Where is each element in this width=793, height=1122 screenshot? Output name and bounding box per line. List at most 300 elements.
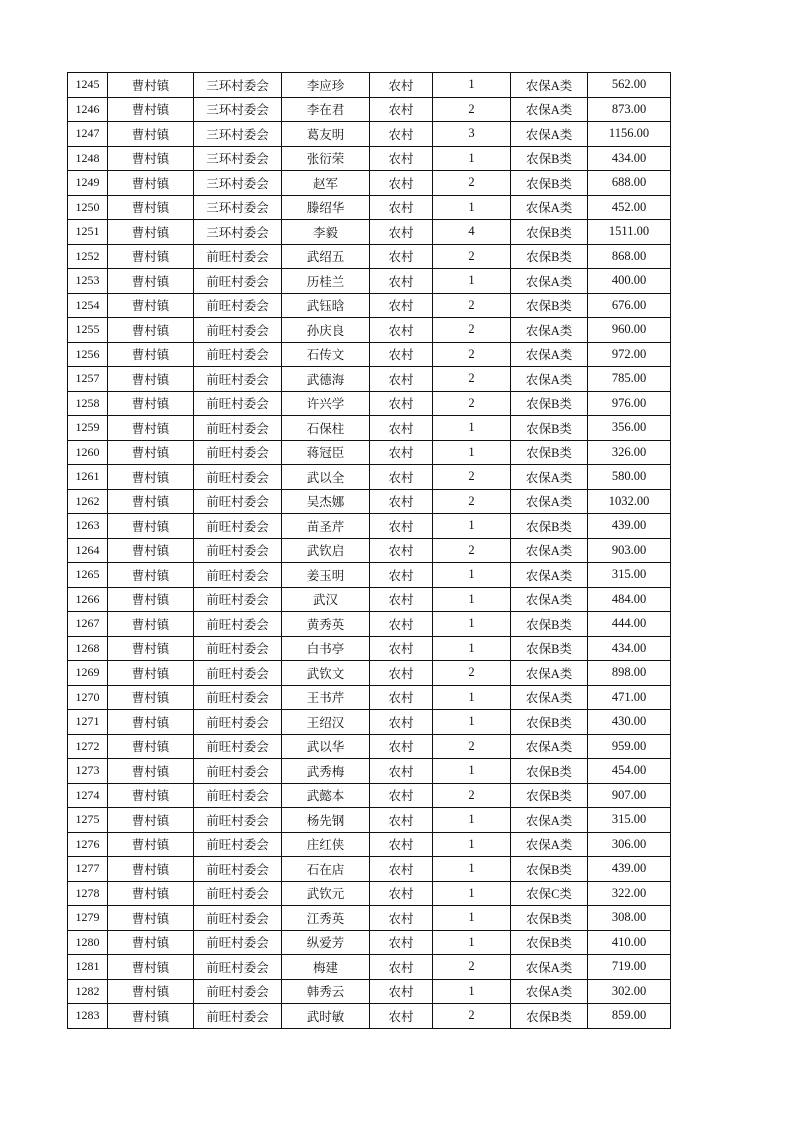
cell-village-committee: 三环村委会 — [194, 122, 282, 147]
cell-name: 武绍五 — [282, 244, 370, 269]
table-row — [68, 906, 671, 931]
cell-town: 曹村镇 — [108, 342, 194, 367]
cell-name: 武汉 — [282, 587, 370, 612]
cell-household-type: 农村 — [370, 930, 433, 955]
table-row — [68, 979, 671, 1004]
cell-village-committee: 前旺村委会 — [194, 440, 282, 465]
cell-insurance-category: 农保A类 — [511, 367, 588, 392]
cell-amount: 322.00 — [588, 881, 671, 906]
cell-row-number: 1276 — [68, 832, 108, 857]
cell-town: 曹村镇 — [108, 832, 194, 857]
cell-insurance-category: 农保B类 — [511, 1004, 588, 1029]
cell-household-type: 农村 — [370, 906, 433, 931]
cell-amount: 308.00 — [588, 906, 671, 931]
table-row — [68, 97, 671, 122]
cell-row-number: 1260 — [68, 440, 108, 465]
cell-insurance-category: 农保B类 — [511, 146, 588, 171]
cell-row-number: 1264 — [68, 538, 108, 563]
cell-village-committee: 前旺村委会 — [194, 783, 282, 808]
cell-household-type: 农村 — [370, 563, 433, 588]
cell-household-type: 农村 — [370, 808, 433, 833]
cell-village-committee: 前旺村委会 — [194, 857, 282, 882]
cell-member-count: 2 — [433, 1004, 511, 1029]
cell-insurance-category: 农保A类 — [511, 318, 588, 343]
cell-amount: 960.00 — [588, 318, 671, 343]
cell-name: 历桂兰 — [282, 269, 370, 294]
table-body — [68, 73, 671, 1029]
cell-town: 曹村镇 — [108, 636, 194, 661]
cell-name: 武钦启 — [282, 538, 370, 563]
cell-amount: 439.00 — [588, 857, 671, 882]
cell-row-number: 1280 — [68, 930, 108, 955]
cell-name: 武秀梅 — [282, 759, 370, 784]
table-row — [68, 269, 671, 294]
cell-amount: 315.00 — [588, 808, 671, 833]
cell-insurance-category: 农保C类 — [511, 881, 588, 906]
cell-village-committee: 前旺村委会 — [194, 612, 282, 637]
cell-town: 曹村镇 — [108, 195, 194, 220]
cell-town: 曹村镇 — [108, 612, 194, 637]
table-row — [68, 587, 671, 612]
cell-town: 曹村镇 — [108, 146, 194, 171]
cell-row-number: 1271 — [68, 710, 108, 735]
table-row — [68, 489, 671, 514]
cell-village-committee: 前旺村委会 — [194, 808, 282, 833]
cell-insurance-category: 农保B类 — [511, 416, 588, 441]
cell-village-committee: 前旺村委会 — [194, 930, 282, 955]
table-row — [68, 1004, 671, 1029]
cell-village-committee: 三环村委会 — [194, 220, 282, 245]
cell-member-count: 1 — [433, 906, 511, 931]
cell-insurance-category: 农保B类 — [511, 612, 588, 637]
cell-village-committee: 前旺村委会 — [194, 269, 282, 294]
cell-town: 曹村镇 — [108, 122, 194, 147]
cell-household-type: 农村 — [370, 122, 433, 147]
cell-household-type: 农村 — [370, 685, 433, 710]
cell-name: 李应珍 — [282, 73, 370, 98]
cell-household-type: 农村 — [370, 440, 433, 465]
table-row — [68, 783, 671, 808]
cell-member-count: 2 — [433, 342, 511, 367]
cell-village-committee: 前旺村委会 — [194, 342, 282, 367]
cell-amount: 410.00 — [588, 930, 671, 955]
cell-amount: 785.00 — [588, 367, 671, 392]
cell-name: 杨先钢 — [282, 808, 370, 833]
cell-insurance-category: 农保A类 — [511, 122, 588, 147]
cell-member-count: 1 — [433, 195, 511, 220]
cell-member-count: 1 — [433, 269, 511, 294]
cell-row-number: 1247 — [68, 122, 108, 147]
cell-village-committee: 前旺村委会 — [194, 1004, 282, 1029]
cell-row-number: 1282 — [68, 979, 108, 1004]
table-row — [68, 465, 671, 490]
cell-household-type: 农村 — [370, 979, 433, 1004]
cell-name: 武以全 — [282, 465, 370, 490]
cell-household-type: 农村 — [370, 955, 433, 980]
cell-town: 曹村镇 — [108, 587, 194, 612]
cell-town: 曹村镇 — [108, 979, 194, 1004]
table-row — [68, 832, 671, 857]
cell-amount: 400.00 — [588, 269, 671, 294]
cell-village-committee: 三环村委会 — [194, 171, 282, 196]
cell-household-type: 农村 — [370, 832, 433, 857]
table-row — [68, 244, 671, 269]
table-row — [68, 955, 671, 980]
cell-name: 石传文 — [282, 342, 370, 367]
cell-household-type: 农村 — [370, 342, 433, 367]
cell-village-committee: 前旺村委会 — [194, 979, 282, 1004]
cell-insurance-category: 农保B类 — [511, 391, 588, 416]
cell-name: 赵军 — [282, 171, 370, 196]
cell-amount: 903.00 — [588, 538, 671, 563]
cell-name: 滕绍华 — [282, 195, 370, 220]
cell-name: 蒋冠臣 — [282, 440, 370, 465]
table-row — [68, 367, 671, 392]
cell-town: 曹村镇 — [108, 73, 194, 98]
cell-town: 曹村镇 — [108, 367, 194, 392]
cell-member-count: 2 — [433, 955, 511, 980]
cell-town: 曹村镇 — [108, 416, 194, 441]
cell-member-count: 1 — [433, 587, 511, 612]
cell-row-number: 1262 — [68, 489, 108, 514]
cell-amount: 306.00 — [588, 832, 671, 857]
table-row — [68, 514, 671, 539]
cell-row-number: 1251 — [68, 220, 108, 245]
cell-member-count: 1 — [433, 979, 511, 1004]
cell-name: 江秀英 — [282, 906, 370, 931]
cell-amount: 562.00 — [588, 73, 671, 98]
cell-name: 武懿本 — [282, 783, 370, 808]
cell-household-type: 农村 — [370, 661, 433, 686]
table-row — [68, 195, 671, 220]
cell-member-count: 2 — [433, 293, 511, 318]
cell-village-committee: 前旺村委会 — [194, 489, 282, 514]
cell-village-committee: 前旺村委会 — [194, 563, 282, 588]
table-row — [68, 171, 671, 196]
cell-household-type: 农村 — [370, 587, 433, 612]
cell-village-committee: 三环村委会 — [194, 195, 282, 220]
table-row — [68, 661, 671, 686]
cell-town: 曹村镇 — [108, 563, 194, 588]
cell-household-type: 农村 — [370, 73, 433, 98]
cell-row-number: 1246 — [68, 97, 108, 122]
cell-household-type: 农村 — [370, 220, 433, 245]
cell-insurance-category: 农保B类 — [511, 244, 588, 269]
cell-village-committee: 前旺村委会 — [194, 906, 282, 931]
cell-row-number: 1258 — [68, 391, 108, 416]
cell-town: 曹村镇 — [108, 293, 194, 318]
cell-household-type: 农村 — [370, 514, 433, 539]
cell-town: 曹村镇 — [108, 391, 194, 416]
cell-row-number: 1267 — [68, 612, 108, 637]
cell-amount: 873.00 — [588, 97, 671, 122]
cell-household-type: 农村 — [370, 318, 433, 343]
cell-town: 曹村镇 — [108, 318, 194, 343]
cell-amount: 898.00 — [588, 661, 671, 686]
cell-row-number: 1275 — [68, 808, 108, 833]
cell-insurance-category: 农保A类 — [511, 587, 588, 612]
cell-member-count: 4 — [433, 220, 511, 245]
cell-insurance-category: 农保B类 — [511, 440, 588, 465]
cell-village-committee: 三环村委会 — [194, 146, 282, 171]
cell-insurance-category: 农保A类 — [511, 269, 588, 294]
cell-village-committee: 前旺村委会 — [194, 293, 282, 318]
cell-village-committee: 前旺村委会 — [194, 514, 282, 539]
data-table — [67, 72, 671, 1029]
cell-household-type: 农村 — [370, 195, 433, 220]
cell-household-type: 农村 — [370, 636, 433, 661]
cell-member-count: 1 — [433, 636, 511, 661]
cell-village-committee: 前旺村委会 — [194, 318, 282, 343]
table-row — [68, 612, 671, 637]
cell-name: 许兴学 — [282, 391, 370, 416]
cell-amount: 859.00 — [588, 1004, 671, 1029]
cell-amount: 1511.00 — [588, 220, 671, 245]
cell-amount: 1156.00 — [588, 122, 671, 147]
cell-village-committee: 三环村委会 — [194, 73, 282, 98]
cell-amount: 719.00 — [588, 955, 671, 980]
cell-household-type: 农村 — [370, 783, 433, 808]
cell-household-type: 农村 — [370, 710, 433, 735]
cell-insurance-category: 农保A类 — [511, 808, 588, 833]
cell-amount: 471.00 — [588, 685, 671, 710]
cell-amount: 676.00 — [588, 293, 671, 318]
cell-household-type: 农村 — [370, 97, 433, 122]
cell-amount: 444.00 — [588, 612, 671, 637]
cell-name: 孙庆良 — [282, 318, 370, 343]
cell-town: 曹村镇 — [108, 661, 194, 686]
table-row — [68, 146, 671, 171]
cell-town: 曹村镇 — [108, 930, 194, 955]
cell-name: 梅建 — [282, 955, 370, 980]
cell-town: 曹村镇 — [108, 269, 194, 294]
cell-member-count: 1 — [433, 857, 511, 882]
cell-insurance-category: 农保A类 — [511, 73, 588, 98]
cell-name: 武钦元 — [282, 881, 370, 906]
cell-member-count: 2 — [433, 391, 511, 416]
cell-village-committee: 前旺村委会 — [194, 881, 282, 906]
cell-town: 曹村镇 — [108, 538, 194, 563]
cell-town: 曹村镇 — [108, 489, 194, 514]
cell-household-type: 农村 — [370, 244, 433, 269]
table-row — [68, 685, 671, 710]
cell-row-number: 1279 — [68, 906, 108, 931]
cell-amount: 1032.00 — [588, 489, 671, 514]
cell-insurance-category: 农保A类 — [511, 97, 588, 122]
table-row — [68, 440, 671, 465]
cell-amount: 434.00 — [588, 636, 671, 661]
cell-member-count: 1 — [433, 808, 511, 833]
cell-household-type: 农村 — [370, 759, 433, 784]
cell-village-committee: 前旺村委会 — [194, 734, 282, 759]
cell-member-count: 1 — [433, 832, 511, 857]
cell-amount: 688.00 — [588, 171, 671, 196]
cell-name: 白书亭 — [282, 636, 370, 661]
cell-village-committee: 前旺村委会 — [194, 636, 282, 661]
cell-insurance-category: 农保B类 — [511, 514, 588, 539]
cell-name: 李毅 — [282, 220, 370, 245]
cell-town: 曹村镇 — [108, 808, 194, 833]
cell-member-count: 1 — [433, 685, 511, 710]
cell-member-count: 1 — [433, 73, 511, 98]
cell-amount: 976.00 — [588, 391, 671, 416]
cell-row-number: 1259 — [68, 416, 108, 441]
table-row — [68, 220, 671, 245]
cell-village-committee: 前旺村委会 — [194, 416, 282, 441]
cell-household-type: 农村 — [370, 465, 433, 490]
cell-town: 曹村镇 — [108, 465, 194, 490]
cell-row-number: 1248 — [68, 146, 108, 171]
cell-village-committee: 三环村委会 — [194, 97, 282, 122]
cell-household-type: 农村 — [370, 367, 433, 392]
cell-member-count: 1 — [433, 881, 511, 906]
cell-amount: 326.00 — [588, 440, 671, 465]
cell-member-count: 2 — [433, 318, 511, 343]
table-row — [68, 391, 671, 416]
cell-name: 张衍荣 — [282, 146, 370, 171]
cell-member-count: 2 — [433, 734, 511, 759]
cell-member-count: 1 — [433, 759, 511, 784]
cell-row-number: 1245 — [68, 73, 108, 98]
cell-village-committee: 前旺村委会 — [194, 465, 282, 490]
table-row — [68, 73, 671, 98]
cell-row-number: 1266 — [68, 587, 108, 612]
cell-member-count: 2 — [433, 538, 511, 563]
cell-member-count: 2 — [433, 661, 511, 686]
table-row — [68, 808, 671, 833]
cell-insurance-category: 农保A类 — [511, 342, 588, 367]
cell-row-number: 1257 — [68, 367, 108, 392]
cell-insurance-category: 农保A类 — [511, 955, 588, 980]
cell-row-number: 1261 — [68, 465, 108, 490]
cell-amount: 580.00 — [588, 465, 671, 490]
cell-name: 葛友明 — [282, 122, 370, 147]
cell-town: 曹村镇 — [108, 97, 194, 122]
cell-insurance-category: 农保B类 — [511, 220, 588, 245]
cell-household-type: 农村 — [370, 1004, 433, 1029]
cell-amount: 315.00 — [588, 563, 671, 588]
cell-row-number: 1277 — [68, 857, 108, 882]
cell-row-number: 1272 — [68, 734, 108, 759]
cell-member-count: 3 — [433, 122, 511, 147]
cell-name: 纵爱芳 — [282, 930, 370, 955]
cell-insurance-category: 农保A类 — [511, 465, 588, 490]
cell-village-committee: 前旺村委会 — [194, 759, 282, 784]
cell-name: 武时敏 — [282, 1004, 370, 1029]
cell-amount: 439.00 — [588, 514, 671, 539]
cell-town: 曹村镇 — [108, 734, 194, 759]
cell-village-committee: 前旺村委会 — [194, 661, 282, 686]
cell-member-count: 2 — [433, 171, 511, 196]
cell-household-type: 农村 — [370, 489, 433, 514]
cell-insurance-category: 农保A类 — [511, 734, 588, 759]
cell-amount: 868.00 — [588, 244, 671, 269]
cell-row-number: 1273 — [68, 759, 108, 784]
table-row — [68, 734, 671, 759]
cell-row-number: 1278 — [68, 881, 108, 906]
cell-household-type: 农村 — [370, 269, 433, 294]
cell-village-committee: 前旺村委会 — [194, 832, 282, 857]
cell-town: 曹村镇 — [108, 244, 194, 269]
cell-row-number: 1254 — [68, 293, 108, 318]
cell-insurance-category: 农保A类 — [511, 195, 588, 220]
cell-name: 石在店 — [282, 857, 370, 882]
cell-name: 石保柱 — [282, 416, 370, 441]
cell-town: 曹村镇 — [108, 759, 194, 784]
table-row — [68, 881, 671, 906]
cell-member-count: 2 — [433, 465, 511, 490]
cell-name: 武以华 — [282, 734, 370, 759]
cell-member-count: 1 — [433, 146, 511, 171]
cell-insurance-category: 农保B类 — [511, 930, 588, 955]
cell-row-number: 1269 — [68, 661, 108, 686]
cell-insurance-category: 农保A类 — [511, 489, 588, 514]
table-row — [68, 122, 671, 147]
cell-town: 曹村镇 — [108, 220, 194, 245]
cell-insurance-category: 农保A类 — [511, 832, 588, 857]
cell-name: 王绍汉 — [282, 710, 370, 735]
cell-row-number: 1255 — [68, 318, 108, 343]
cell-household-type: 农村 — [370, 734, 433, 759]
cell-amount: 452.00 — [588, 195, 671, 220]
cell-household-type: 农村 — [370, 171, 433, 196]
cell-household-type: 农村 — [370, 538, 433, 563]
cell-household-type: 农村 — [370, 146, 433, 171]
cell-insurance-category: 农保A类 — [511, 979, 588, 1004]
cell-row-number: 1253 — [68, 269, 108, 294]
cell-member-count: 2 — [433, 97, 511, 122]
cell-insurance-category: 农保A类 — [511, 661, 588, 686]
cell-name: 武钦文 — [282, 661, 370, 686]
cell-village-committee: 前旺村委会 — [194, 391, 282, 416]
cell-amount: 356.00 — [588, 416, 671, 441]
cell-amount: 434.00 — [588, 146, 671, 171]
cell-member-count: 1 — [433, 710, 511, 735]
cell-village-committee: 前旺村委会 — [194, 244, 282, 269]
cell-member-count: 2 — [433, 783, 511, 808]
table-row — [68, 342, 671, 367]
table-row — [68, 710, 671, 735]
cell-town: 曹村镇 — [108, 857, 194, 882]
cell-town: 曹村镇 — [108, 514, 194, 539]
cell-name: 吴杰娜 — [282, 489, 370, 514]
cell-household-type: 农村 — [370, 293, 433, 318]
cell-town: 曹村镇 — [108, 955, 194, 980]
cell-row-number: 1265 — [68, 563, 108, 588]
cell-insurance-category: 农保A类 — [511, 538, 588, 563]
cell-member-count: 1 — [433, 514, 511, 539]
cell-town: 曹村镇 — [108, 440, 194, 465]
cell-village-committee: 前旺村委会 — [194, 587, 282, 612]
cell-amount: 454.00 — [588, 759, 671, 784]
cell-name: 苗圣芹 — [282, 514, 370, 539]
cell-member-count: 2 — [433, 244, 511, 269]
cell-insurance-category: 农保A类 — [511, 563, 588, 588]
cell-member-count: 1 — [433, 612, 511, 637]
cell-household-type: 农村 — [370, 857, 433, 882]
cell-row-number: 1256 — [68, 342, 108, 367]
cell-member-count: 1 — [433, 416, 511, 441]
cell-village-committee: 前旺村委会 — [194, 367, 282, 392]
table-row — [68, 930, 671, 955]
cell-village-committee: 前旺村委会 — [194, 538, 282, 563]
cell-amount: 907.00 — [588, 783, 671, 808]
cell-village-committee: 前旺村委会 — [194, 685, 282, 710]
cell-insurance-category: 农保B类 — [511, 783, 588, 808]
table-row — [68, 857, 671, 882]
cell-row-number: 1274 — [68, 783, 108, 808]
cell-village-committee: 前旺村委会 — [194, 955, 282, 980]
